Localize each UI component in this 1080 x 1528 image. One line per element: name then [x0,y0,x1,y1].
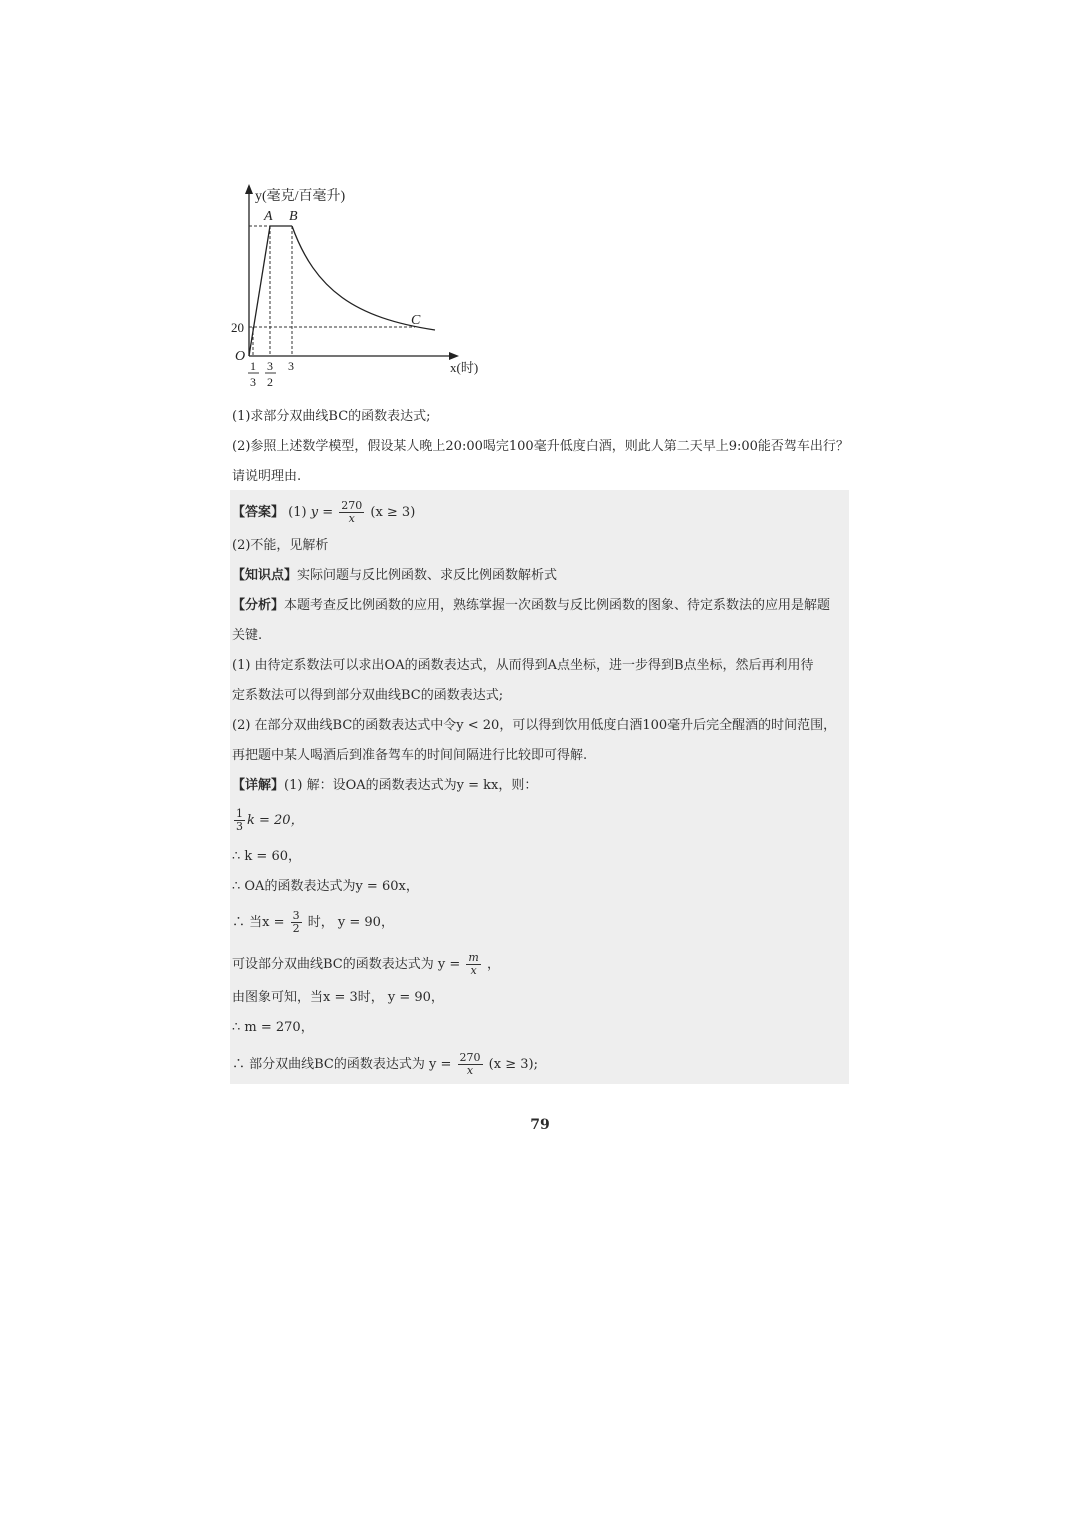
analysis-line-4: 定系数法可以得到部分双曲线BC的函数表达式; [232,688,504,703]
analysis-line-1 [232,596,830,616]
step-8-post: (x ≥ 3); [488,1057,538,1072]
step-4-post: 时， y = 90， [307,915,394,930]
y-axis-label: y(毫克/百毫升) [255,189,346,204]
x-axis-arrow [449,352,459,360]
analysis-line-5: (2) 在部分双曲线BC的函数表达式中令y < 20，可以得到饮用低度白酒100毫升后完全醒酒的时间范围， [232,718,837,733]
step-8-num: 270 [459,1051,481,1064]
y-axis-arrow [245,184,253,194]
knowledge-tag: 【知识点】 [232,568,298,583]
x-tick-3-2-den: 2 [267,375,273,389]
origin-label: O [235,349,246,364]
question-1: (1)求部分双曲线BC的函数表达式; [232,409,431,424]
answer-line-2: (2)不能，见解析 [232,538,329,553]
detail-step-8 [232,1052,538,1077]
detail-step-7: ∴ m = 270， [232,1020,314,1035]
answer-line-1 [232,500,415,525]
analysis-line-3: (1) 由待定系数法可以求出OA的函数表达式，从而得到A点坐标，进一步得到B点坐标，然后再利用待 [232,658,814,673]
knowledge-text: 实际问题与反比例函数、求反比例函数解析式 [297,568,558,583]
detail-step-4 [232,910,394,935]
step-8-den: x [466,1064,474,1077]
step-5-den: x [470,964,477,977]
answer-1-prefix: (1) [288,505,307,520]
detail-tag: 【详解】 [232,778,285,793]
x-tick-1-3-den: 3 [250,375,256,389]
detail-step-2: ∴ k = 60， [232,849,301,864]
detail-intro [232,776,537,796]
answer-1-den: x [348,512,355,525]
page-number: 79 [530,1117,550,1133]
step-4-pre: ∴ 当x = [232,915,285,930]
analysis-line-2: 关键. [232,628,263,643]
question-2: (2)参照上述数学模型，假设某人晚上20:00喝完100毫升低度白酒，则此人第二天早上9:00能否驾车出行？ [232,439,849,454]
step-5-fraction [466,952,480,977]
step-1-fraction [234,808,245,833]
step-1-rest: k = 20， [247,813,304,828]
step-8-pre: ∴ 部分双曲线BC的函数表达式为 y = [232,1057,452,1072]
answer-1-num: 270 [341,499,363,512]
detail-step-5 [232,952,500,977]
question-2-cont: 请说明理由. [232,469,302,484]
answer-tag: 【答案】 [232,505,285,520]
answer-1-cond: (x ≥ 3) [370,505,416,520]
step-4-num: 3 [292,909,300,922]
detail-intro-text: (1) 解：设OA的函数表达式为y = kx，则： [284,778,538,793]
y-tick-20: 20 [231,320,244,335]
detail-step-6: 由图象可知，当x = 3时， y = 90， [232,990,444,1005]
answer-1-lhs: y = [310,505,334,520]
analysis-tag: 【分析】 [232,598,285,613]
answer-1-fraction [339,500,364,525]
x-axis-label: x(时) [450,360,479,375]
x-tick-3: 3 [288,359,294,373]
alcohol-concentration-graph [225,180,495,395]
step-5-pre: 可设部分双曲线BC的函数表达式为 y = [232,957,461,972]
point-A: A [264,209,273,224]
analysis-text-1: 本题考查反比例函数的应用，熟练掌握一次函数与反比例函数的图象、待定系数法的应用是解题 [284,598,831,613]
step-5-num: m [468,951,479,964]
knowledge-line [232,566,557,586]
step-4-den: 2 [292,922,300,935]
step-1-num: 1 [236,807,243,820]
detail-step-3: ∴ OA的函数表达式为y = 60x， [232,879,419,894]
step-5-post: ， [486,957,500,972]
point-B: B [289,209,298,224]
x-tick-1-3-num: 1 [250,359,256,373]
point-C: C [411,313,421,328]
step-8-fraction [458,1052,483,1077]
step-1-den: 3 [236,820,243,833]
segment-OA [249,226,270,356]
step-4-fraction [291,910,302,935]
detail-step-1 [232,808,304,833]
analysis-line-6: 再把题中某人喝酒后到准备驾车的时间间隔进行比较即可得解. [232,748,588,763]
x-tick-3-2-num: 3 [267,359,273,373]
